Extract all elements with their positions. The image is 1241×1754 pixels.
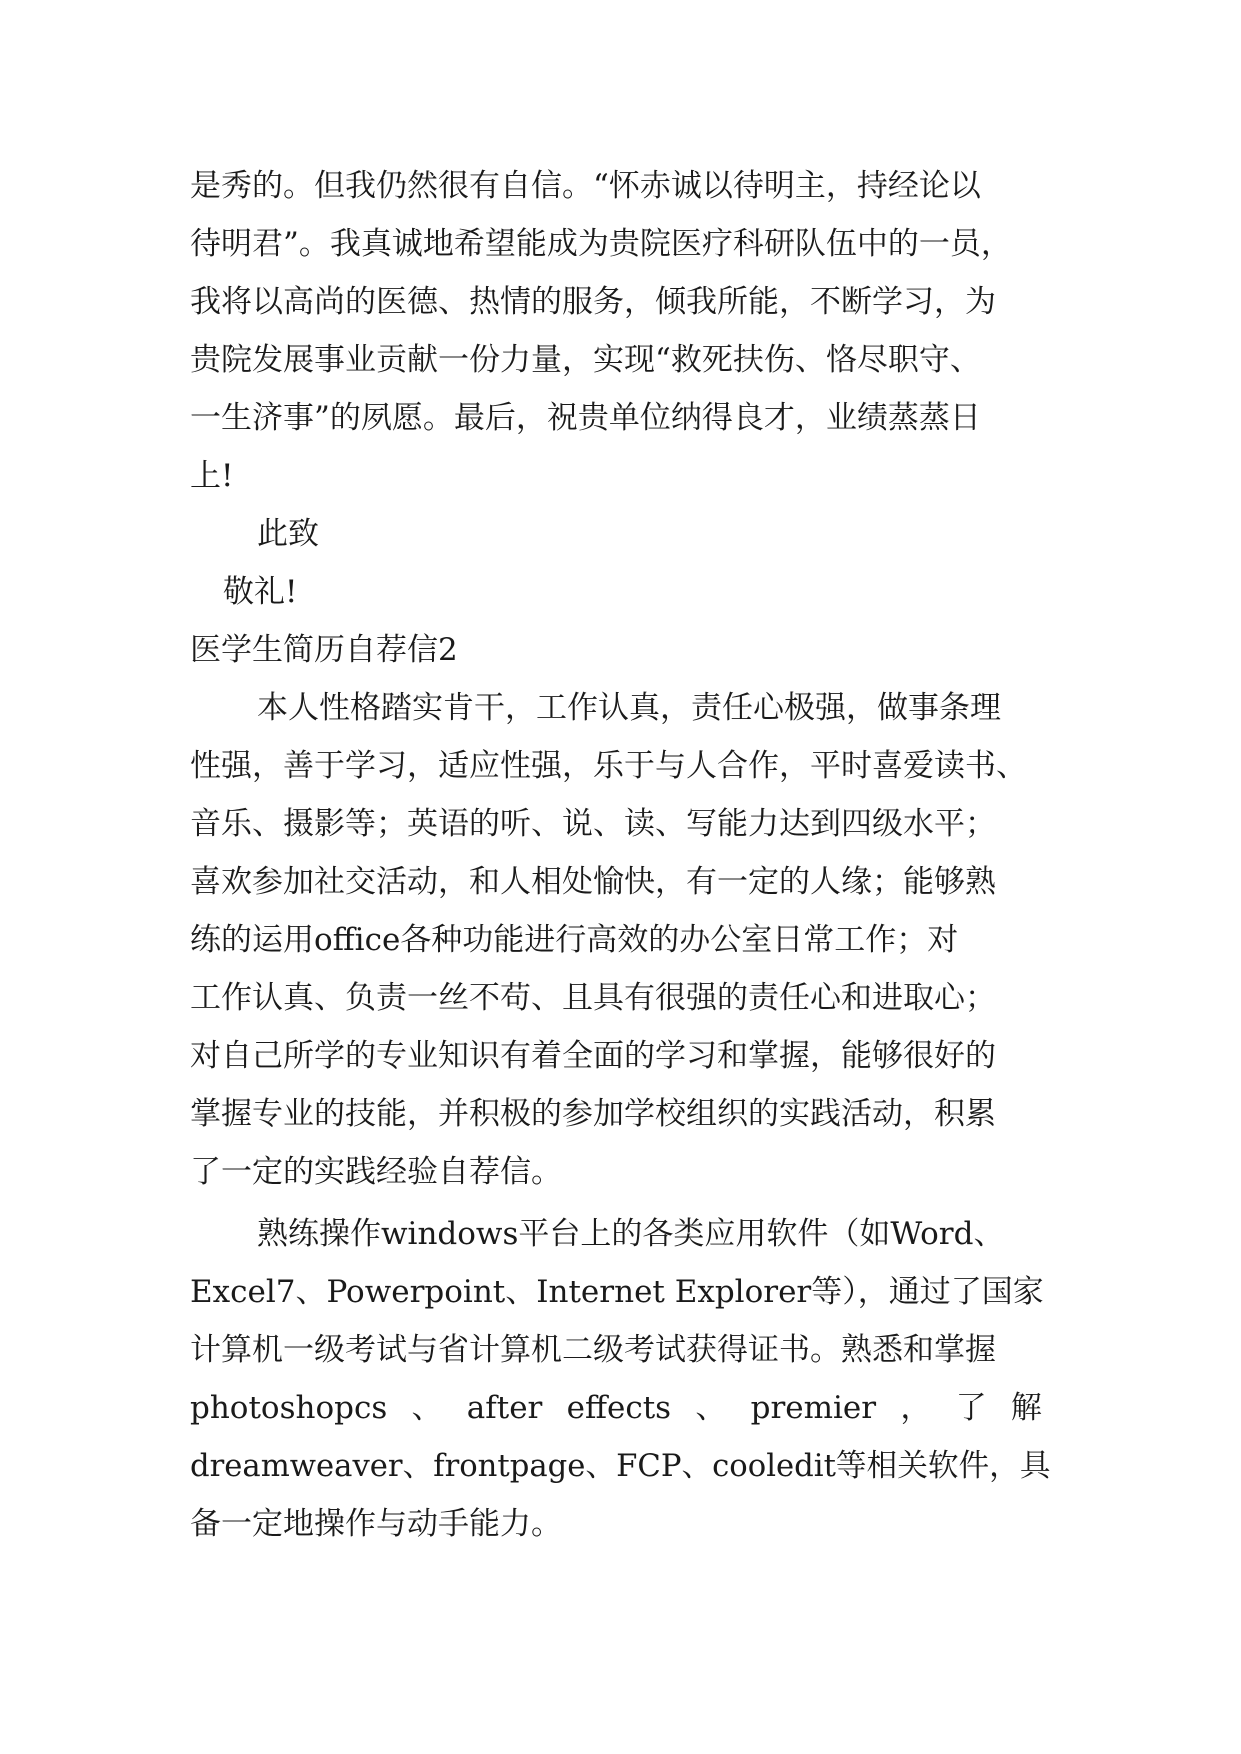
text-line: Excel7、Powerpoint、Internet Explorer等），通过了国家 bbox=[190, 1274, 1044, 1310]
text-line: 熟练操作windows平台上的各类应用软件（如Word、 bbox=[257, 1216, 1005, 1252]
text-line: 了一定的实践经验自荐信。 bbox=[190, 1154, 562, 1190]
text-line: 性强，善于学习，适应性强，乐于与人合作，平时喜爱读书、 bbox=[190, 748, 1027, 784]
word: 解 bbox=[1010, 1390, 1042, 1426]
text-line: 练的运用office各种功能进行高效的办公室日常工作；对 bbox=[190, 922, 959, 958]
spaced-text-line bbox=[190, 1388, 1042, 1428]
word: after bbox=[466, 1390, 543, 1426]
word: premier bbox=[750, 1390, 877, 1426]
text-line: 我将以高尚的医德、热情的服务，倾我所能，不断学习，为 bbox=[190, 284, 996, 320]
section-heading: 医学生简历自荐信2 bbox=[190, 632, 458, 668]
text-line: 掌握专业的技能，并积极的参加学校组织的实践活动，积累 bbox=[190, 1096, 996, 1132]
text-line: 计算机一级考试与省计算机二级考试获得证书。熟悉和掌握 bbox=[190, 1332, 996, 1368]
closing-line: 敬礼! bbox=[223, 574, 298, 610]
text-line: 音乐、摄影等；英语的听、说、读、写能力达到四级水平； bbox=[190, 806, 996, 842]
text-line: 上! bbox=[190, 458, 234, 494]
text-line: 贵院发展事业贡献一份力量，实现“救死扶伤、恪尽职守、 bbox=[190, 342, 981, 378]
text-line: dreamweaver、frontpage、FCP、cooledit等相关软件，具 bbox=[190, 1448, 1051, 1484]
text-line: 喜欢参加社交活动，和人相处愉快，有一定的人缘；能够熟 bbox=[190, 864, 996, 900]
text-line: 备一定地操作与动手能力。 bbox=[190, 1506, 562, 1542]
word: 了 bbox=[955, 1390, 987, 1426]
text-line: 是秀的。但我仍然很有自信。“怀赤诚以待明主，持经论以 bbox=[190, 168, 981, 204]
text-line: 一生济事”的夙愿。最后，祝贵单位纳得良才，业绩蒸蒸日 bbox=[190, 400, 981, 436]
text-line: 待明君”。我真诚地希望能成为贵院医疗科研队伍中的一员， bbox=[190, 226, 1012, 262]
text-line: 本人性格踏实肯干，工作认真，责任心极强，做事条理 bbox=[257, 690, 1001, 726]
salutation-line: 此致 bbox=[257, 516, 319, 552]
word: photoshopcs bbox=[190, 1390, 388, 1426]
text-line: 工作认真、负责一丝不苟、且具有很强的责任心和进取心； bbox=[190, 980, 996, 1016]
text-line: 对自己所学的专业知识有着全面的学习和掌握，能够很好的 bbox=[190, 1038, 996, 1074]
word: 、 bbox=[411, 1390, 443, 1426]
word: ， bbox=[900, 1390, 932, 1426]
word: effects bbox=[566, 1390, 672, 1426]
word: 、 bbox=[695, 1390, 727, 1426]
